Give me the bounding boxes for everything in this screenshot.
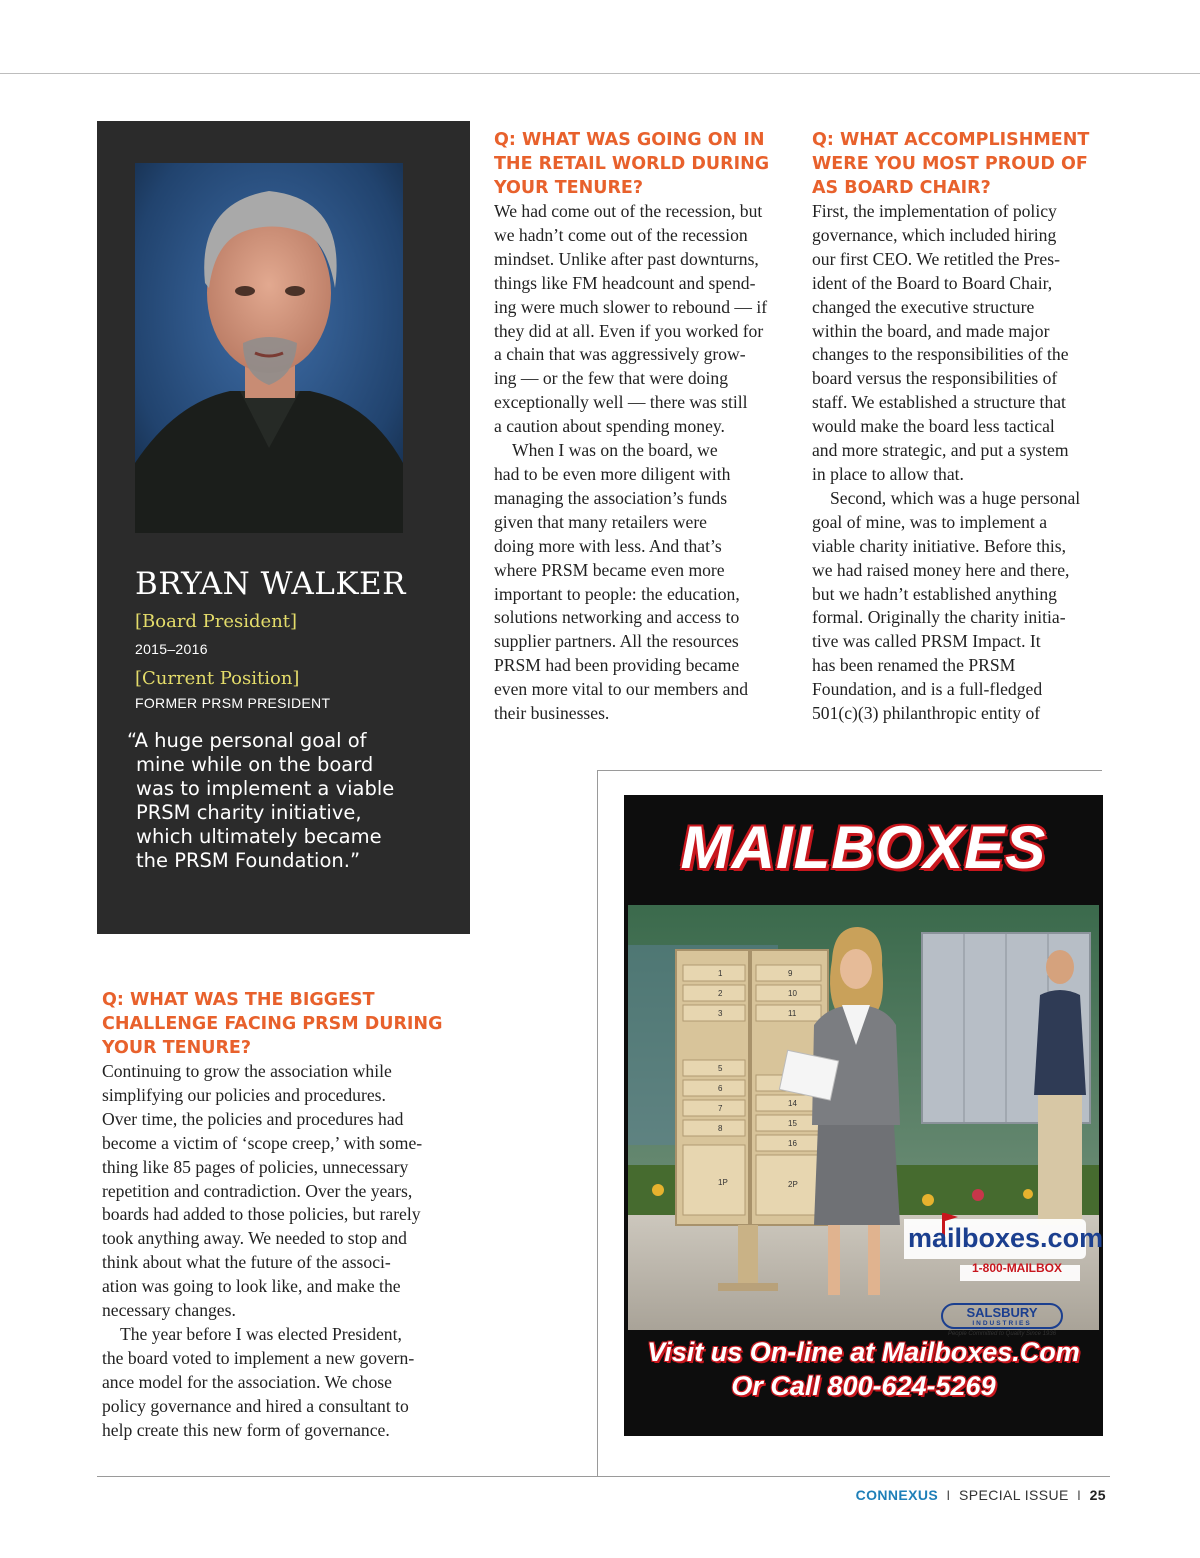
text-line: but we hadn’t established anything (812, 583, 1057, 604)
text-line: where PRSM became even more (494, 559, 725, 580)
box-number: 2 (718, 989, 723, 998)
text-line: boards had added to those policies, but rarely (102, 1204, 421, 1225)
text-line: policy governance and hired a consultant to (102, 1395, 409, 1416)
box-number: 1P (718, 1178, 728, 1187)
text-line: we hadn’t come out of the recession (494, 224, 748, 245)
salsbury-tagline: People Committed to Quality Since 1936 (947, 1331, 1057, 1337)
box-number: 14 (788, 1099, 797, 1108)
footer-divider: I (946, 1487, 951, 1503)
ad-photo (628, 905, 1104, 1337)
text-line: repetition and contradiction. Over the years, (102, 1180, 413, 1201)
box-number: 8 (718, 1124, 723, 1133)
box-number: 1 (718, 969, 723, 978)
salsbury-sub: INDUSTRIES (972, 1320, 1032, 1327)
quote-line: “A huge personal goal of (127, 729, 367, 752)
text-line: board versus the responsibilities of (812, 368, 1058, 389)
text-line: ident of the Board to Board Chair, (812, 272, 1053, 293)
text-line: Foundation, and is a full-fledged (812, 679, 1043, 700)
footer-divider: I (1077, 1487, 1082, 1503)
answer-text (102, 1060, 482, 1443)
article-biggest-challenge (102, 988, 482, 1443)
heading-line: WERE YOU MOST PROUD OF (812, 154, 1088, 174)
text-line: goal of mine, was to implement a (812, 511, 1048, 532)
text-line: solutions networking and access to (494, 607, 740, 628)
text-line: within the board, and made major (812, 320, 1050, 341)
bottom-rule (97, 1476, 1110, 1477)
box-number: 15 (788, 1119, 797, 1128)
ad-frame-rule (597, 770, 598, 1476)
box-number: 2P (788, 1180, 798, 1189)
top-rule (0, 73, 1200, 74)
text-line: The year before I was elected President, (120, 1323, 402, 1344)
answer-text (812, 200, 1112, 726)
text-line: our first CEO. We retitled the Pres- (812, 248, 1060, 269)
role-label-current: [Current Position] (135, 668, 300, 689)
question-heading (102, 988, 482, 1060)
text-line: Over time, the policies and procedures had (102, 1108, 404, 1129)
quote-line: was to implement a viable (136, 777, 395, 800)
role-value-current: FORMER PRSM PRESIDENT (135, 695, 331, 711)
text-line: viable charity initiative. Before this, (812, 535, 1067, 556)
text-line: supplier partners. All the resources (494, 631, 739, 652)
logo-text: mailboxes.com (908, 1223, 1104, 1253)
profile-name: BRYAN WALKER (135, 566, 407, 602)
text-line: changed the executive structure (812, 296, 1035, 317)
text-line: Second, which was a huge personal (830, 487, 1081, 508)
text-line: would make the board less tactical (812, 416, 1055, 437)
box-number: 10 (788, 989, 797, 998)
text-line: simplifying our policies and procedures. (102, 1084, 386, 1105)
salsbury-logo (933, 1297, 1071, 1337)
ad-title: MAILBOXES (680, 814, 1047, 881)
question-heading (494, 128, 794, 200)
pull-quote (127, 729, 447, 873)
text-line: 501(c)(3) philanthropic entity of (812, 703, 1041, 724)
salsbury-name (941, 1303, 1063, 1329)
box-number: 7 (718, 1104, 723, 1113)
text-line: ing were much slower to rebound — if (494, 296, 768, 317)
text-line: staff. We established a structure that (812, 392, 1066, 413)
text-line: become a victim of ‘scope creep,’ with some- (102, 1132, 423, 1153)
role-label-board: [Board President] (135, 611, 298, 632)
mailboxes-advertisement[interactable] (624, 795, 1103, 1436)
magazine-name: CONNEXUS (855, 1487, 939, 1503)
answer-text (494, 200, 794, 726)
portrait-photo (135, 163, 403, 533)
text-line: We had come out of the recession, but (494, 201, 763, 221)
text-line: tive was called PRSM Impact. It (812, 631, 1041, 652)
text-line: and more strategic, and put a system (812, 440, 1069, 461)
quote-line: the PRSM Foundation.” (136, 849, 361, 872)
heading-line: YOUR TENURE? (102, 1038, 252, 1058)
ad-frame-rule (597, 770, 1102, 771)
heading-line: YOUR TENURE? (494, 178, 644, 198)
profile-panel (97, 121, 470, 934)
text-line: important to people: the education, (494, 583, 740, 604)
text-line: mindset. Unlike after past downturns, (494, 248, 759, 269)
text-line: even more vital to our members and (494, 679, 749, 700)
text-line: the board voted to implement a new govern- (102, 1347, 415, 1368)
page-number: 25 (1089, 1487, 1106, 1503)
text-line: necessary changes. (102, 1300, 236, 1321)
quote-line: mine while on the board (136, 753, 374, 776)
article-retail-world (494, 128, 794, 726)
text-line: they did at all. Even if you worked for (494, 320, 764, 341)
text-line: a caution about spending money. (494, 416, 725, 437)
heading-line: CHALLENGE FACING PRSM DURING (102, 1014, 443, 1034)
text-line: changes to the responsibilities of the (812, 344, 1069, 365)
text-line: a chain that was aggressively grow- (494, 344, 746, 365)
issue-name: SPECIAL ISSUE (959, 1487, 1069, 1503)
box-number: 5 (718, 1064, 723, 1073)
heading-line: Q: WHAT WAS GOING ON IN (494, 130, 765, 150)
question-heading (812, 128, 1112, 200)
text-line: ation was going to look like, and make the (102, 1276, 401, 1297)
text-line: thing like 85 pages of policies, unnecessary (102, 1156, 409, 1177)
text-line: things like FM headcount and spend- (494, 272, 756, 293)
text-line: governance, which included hiring (812, 224, 1057, 245)
text-line: First, the implementation of policy (812, 201, 1057, 221)
text-line: exceptionally well — there was still (494, 392, 748, 413)
article-accomplishment (812, 128, 1112, 726)
text-line: ing — or the few that were doing (494, 368, 729, 389)
box-number: 3 (718, 1009, 723, 1018)
box-number: 16 (788, 1139, 797, 1148)
box-number: 11 (788, 1009, 797, 1018)
page-footer (856, 1487, 1106, 1503)
heading-line: Q: WHAT WAS THE BIGGEST (102, 990, 375, 1010)
text-line: help create this new form of governance. (102, 1419, 390, 1440)
mailboxes-com-logo (900, 1213, 1104, 1285)
box-number: 6 (718, 1084, 723, 1093)
text-line: ance model for the association. We chose (102, 1371, 392, 1392)
heading-line: AS BOARD CHAIR? (812, 178, 991, 198)
ad-cta-website[interactable]: Visit us On-line at Mailboxes.Com (647, 1337, 1080, 1367)
text-line: their businesses. (494, 703, 610, 724)
text-line: When I was on the board, we (512, 440, 718, 461)
text-line: took anything away. We needed to stop and (102, 1228, 407, 1249)
heading-line: THE RETAIL WORLD DURING (494, 154, 770, 174)
logo-phone: 1-800-MAILBOX (972, 1261, 1063, 1275)
salsbury-wordmark: SALSBURY (966, 1305, 1038, 1320)
role-value-years: 2015–2016 (135, 641, 208, 657)
text-line: in place to allow that. (812, 463, 964, 484)
text-line: given that many retailers were (494, 511, 707, 532)
text-line: has been renamed the PRSM (812, 655, 1016, 676)
ad-cta-phone[interactable]: Or Call 800-624-5269 (731, 1371, 996, 1401)
text-line: PRSM had been providing became (494, 655, 740, 676)
text-line: Continuing to grow the association while (102, 1061, 392, 1081)
text-line: had to be even more diligent with (494, 463, 731, 484)
text-line: managing the association’s funds (494, 487, 728, 508)
quote-line: PRSM charity initiative, (136, 801, 362, 824)
text-line: think about what the future of the associ- (102, 1252, 391, 1273)
text-line: formal. Originally the charity initia- (812, 607, 1066, 628)
quote-line: which ultimately became (136, 825, 382, 848)
text-line: doing more with less. And that’s (494, 535, 722, 556)
text-line: we had raised money here and there, (812, 559, 1070, 580)
heading-line: Q: WHAT ACCOMPLISHMENT (812, 130, 1090, 150)
box-number: 9 (788, 969, 793, 978)
